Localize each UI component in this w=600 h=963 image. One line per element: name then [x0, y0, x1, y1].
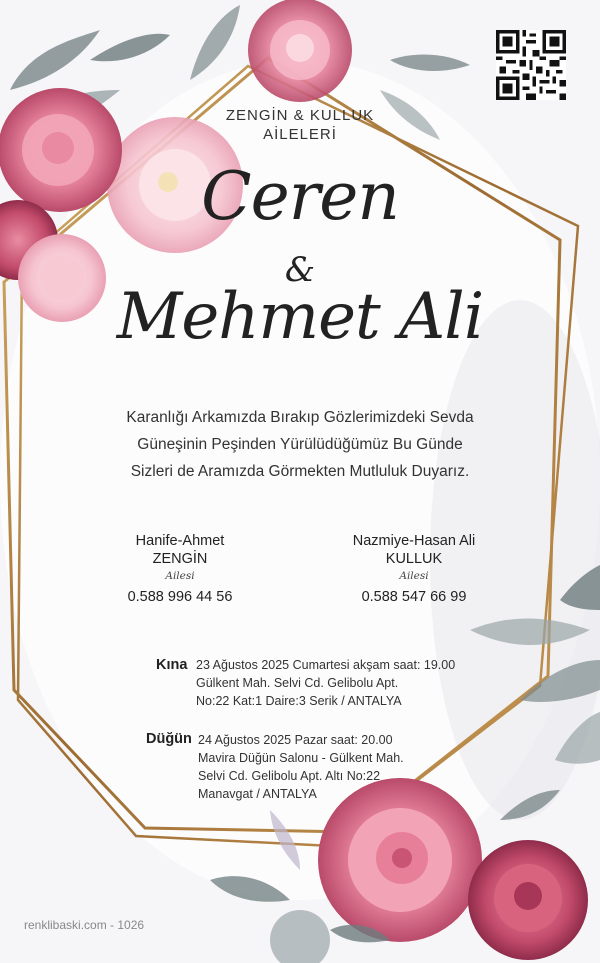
dugun-line: Mavira Düğün Salonu - Gülkent Mah.	[198, 751, 404, 765]
family-right-surname: KULLUK	[385, 551, 443, 567]
family-right-ailesi: Ailesi	[399, 570, 429, 582]
groom-name: Mehmet Ali	[116, 280, 484, 354]
dugun-line: 24 Ağustos 2025 Pazar saat: 20.00	[198, 733, 393, 747]
kina-line: No:22 Kat:1 Daire:3 Serik / ANTALYA	[196, 694, 402, 708]
ampersand: &	[284, 250, 316, 290]
families-title-line2: AİLELERİ	[263, 126, 337, 143]
families-title-line1: ZENGİN & KULLUK	[225, 107, 375, 124]
family-right-phone[interactable]: 0.588 547 66 99	[361, 589, 467, 605]
kina-details	[196, 656, 455, 710]
qr-code[interactable]	[496, 30, 566, 100]
dugun-label: Düğün	[146, 731, 192, 747]
family-left-parents: Hanife-Ahmet	[135, 533, 225, 549]
family-left-surname: ZENGİN	[152, 551, 208, 567]
dugun-line: Selvi Cd. Gelibolu Apt. Altı No:22	[198, 769, 381, 783]
invitation-line: Karanlığı Arkamızda Bırakıp Gözlerimizdeki Sevda	[126, 409, 474, 426]
bride-name: Ceren	[201, 158, 399, 235]
families-title	[0, 106, 600, 144]
family-right	[304, 532, 524, 606]
dugun-details	[198, 731, 404, 803]
kina-line: 23 Ağustos 2025 Cumartesi akşam saat: 19.00	[196, 658, 456, 672]
family-left-ailesi: Ailesi	[165, 570, 195, 582]
kina-line: Gülkent Mah. Selvi Cd. Gelibolu Apt.	[196, 676, 399, 690]
footer-credit: renklibaski.com - 1026	[24, 918, 145, 932]
invitation-line: Sizleri de Aramızda Görmekten Mutluluk Duyarız.	[130, 463, 470, 480]
invitation-text	[60, 404, 540, 485]
kina-label: Kına	[156, 657, 188, 673]
family-left-phone[interactable]: 0.588 996 44 56	[127, 589, 233, 605]
invitation-line: Güneşinin Peşinden Yürülüdüğümüz Bu Günde	[137, 436, 463, 453]
dugun-line: Manavgat / ANTALYA	[198, 787, 317, 801]
family-right-parents: Nazmiye-Hasan Ali	[352, 533, 476, 549]
family-left	[70, 532, 290, 606]
